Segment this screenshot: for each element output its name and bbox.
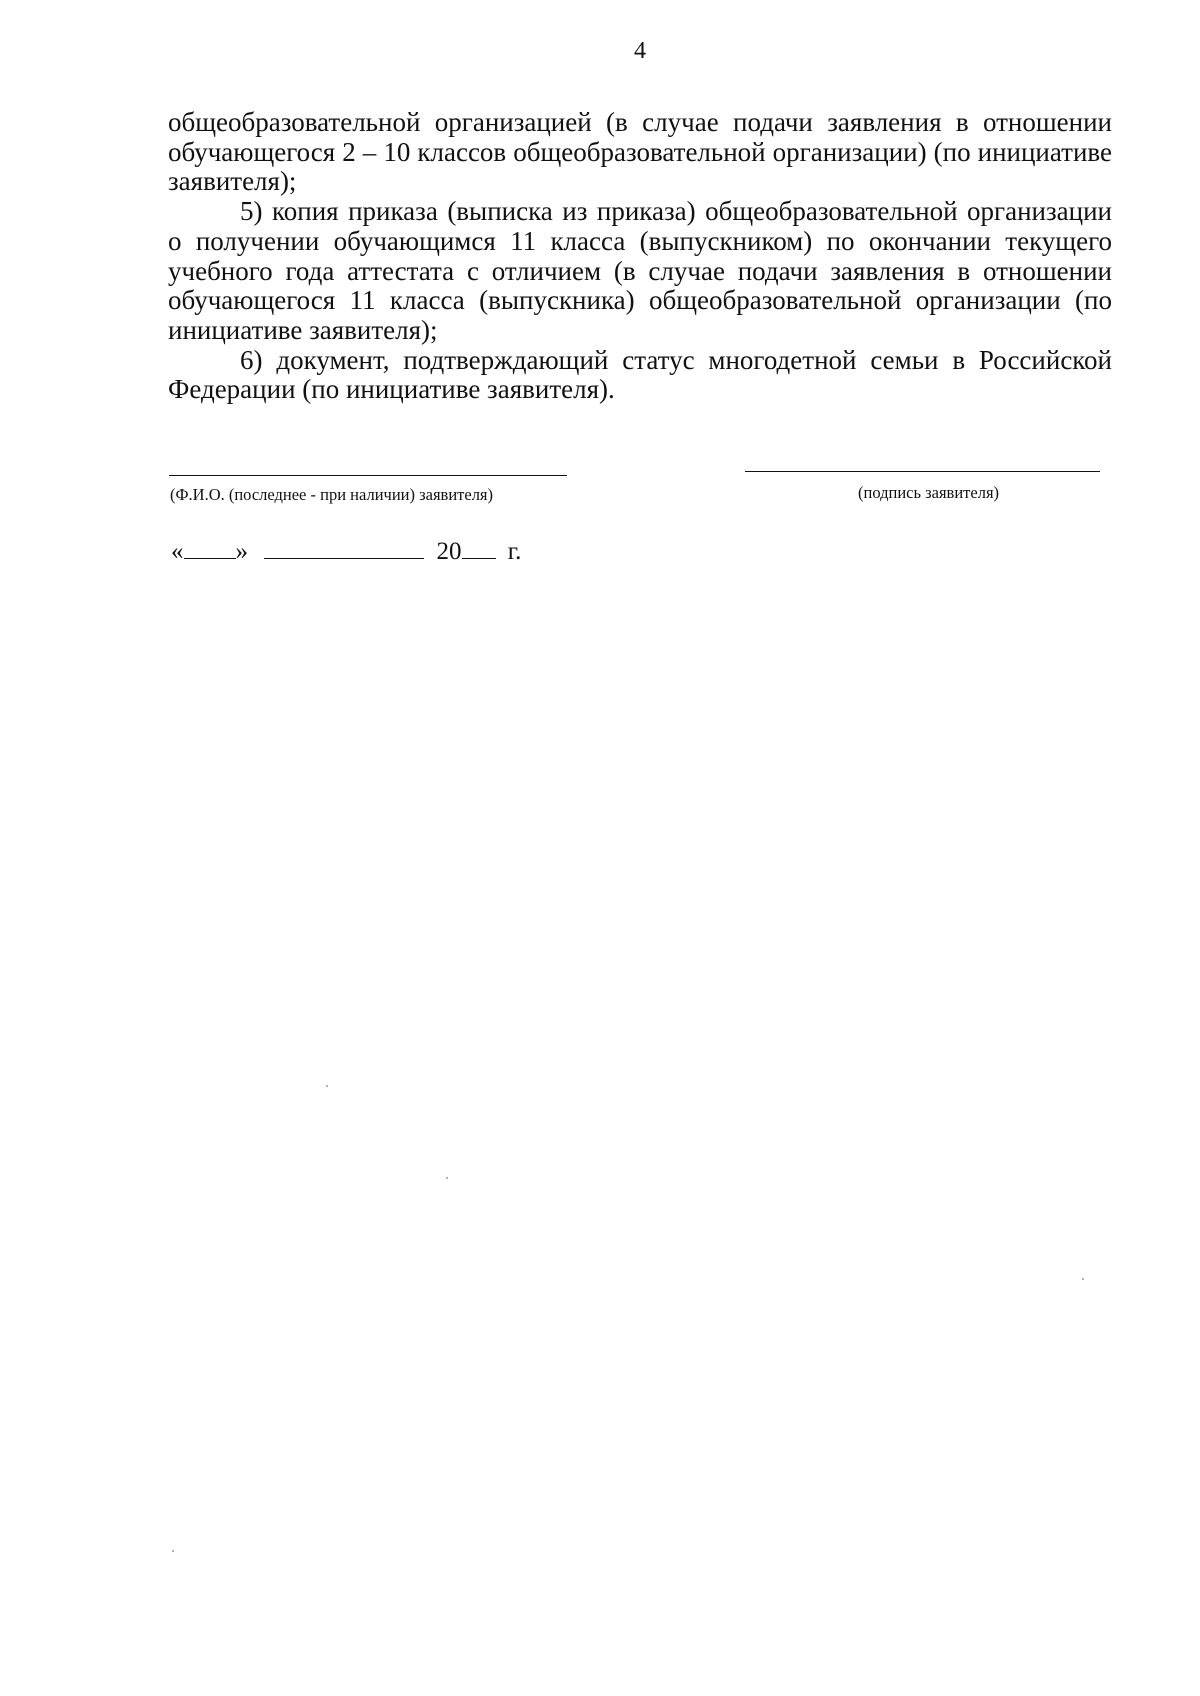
- document-body: [168, 108, 1112, 405]
- name-caption: (Ф.И.О. (последнее - при наличии) заявителя): [170, 485, 494, 504]
- scan-speck: [446, 1177, 448, 1179]
- month-blank: [264, 538, 424, 559]
- paragraph-item-5: 5) копия приказа (выписка из приказа) общеобразовательной организации о получении обучающимся 11 класса (выпускником) по окончании текущего учебного года аттестата с отличием (в случае подачи заявления в отношении обучающегося 11 класса (выпускника) общеобразовательной организации (по инициативе заявителя);: [168, 196, 1112, 345]
- scan-speck: [172, 1550, 174, 1552]
- page-number: 4: [634, 38, 646, 64]
- year-suffix: г.: [507, 538, 522, 565]
- name-signature-line: [169, 475, 567, 476]
- paragraph-item-6: 6) документ, подтверждающий статус многодетной семьи в Российской Федерации (по инициативе заявителя).: [168, 344, 1112, 405]
- date-close-quote: »: [235, 538, 248, 565]
- paragraph-continuation: общеобразовательной организацией (в случае подачи заявления в отношении обучающегося 2 – 10 классов общеобразовательной организации) (по инициативе заявителя);: [168, 107, 1112, 197]
- year-prefix: 20: [436, 538, 462, 565]
- scan-speck: [326, 1085, 328, 1087]
- date-open-quote: «: [171, 538, 184, 565]
- day-blank: [184, 538, 236, 559]
- date-line: [171, 538, 521, 566]
- applicant-signature-line: [745, 471, 1100, 472]
- scan-speck: [1082, 1278, 1084, 1280]
- signature-caption: (подпись заявителя): [858, 483, 1000, 502]
- year-blank: [462, 538, 496, 559]
